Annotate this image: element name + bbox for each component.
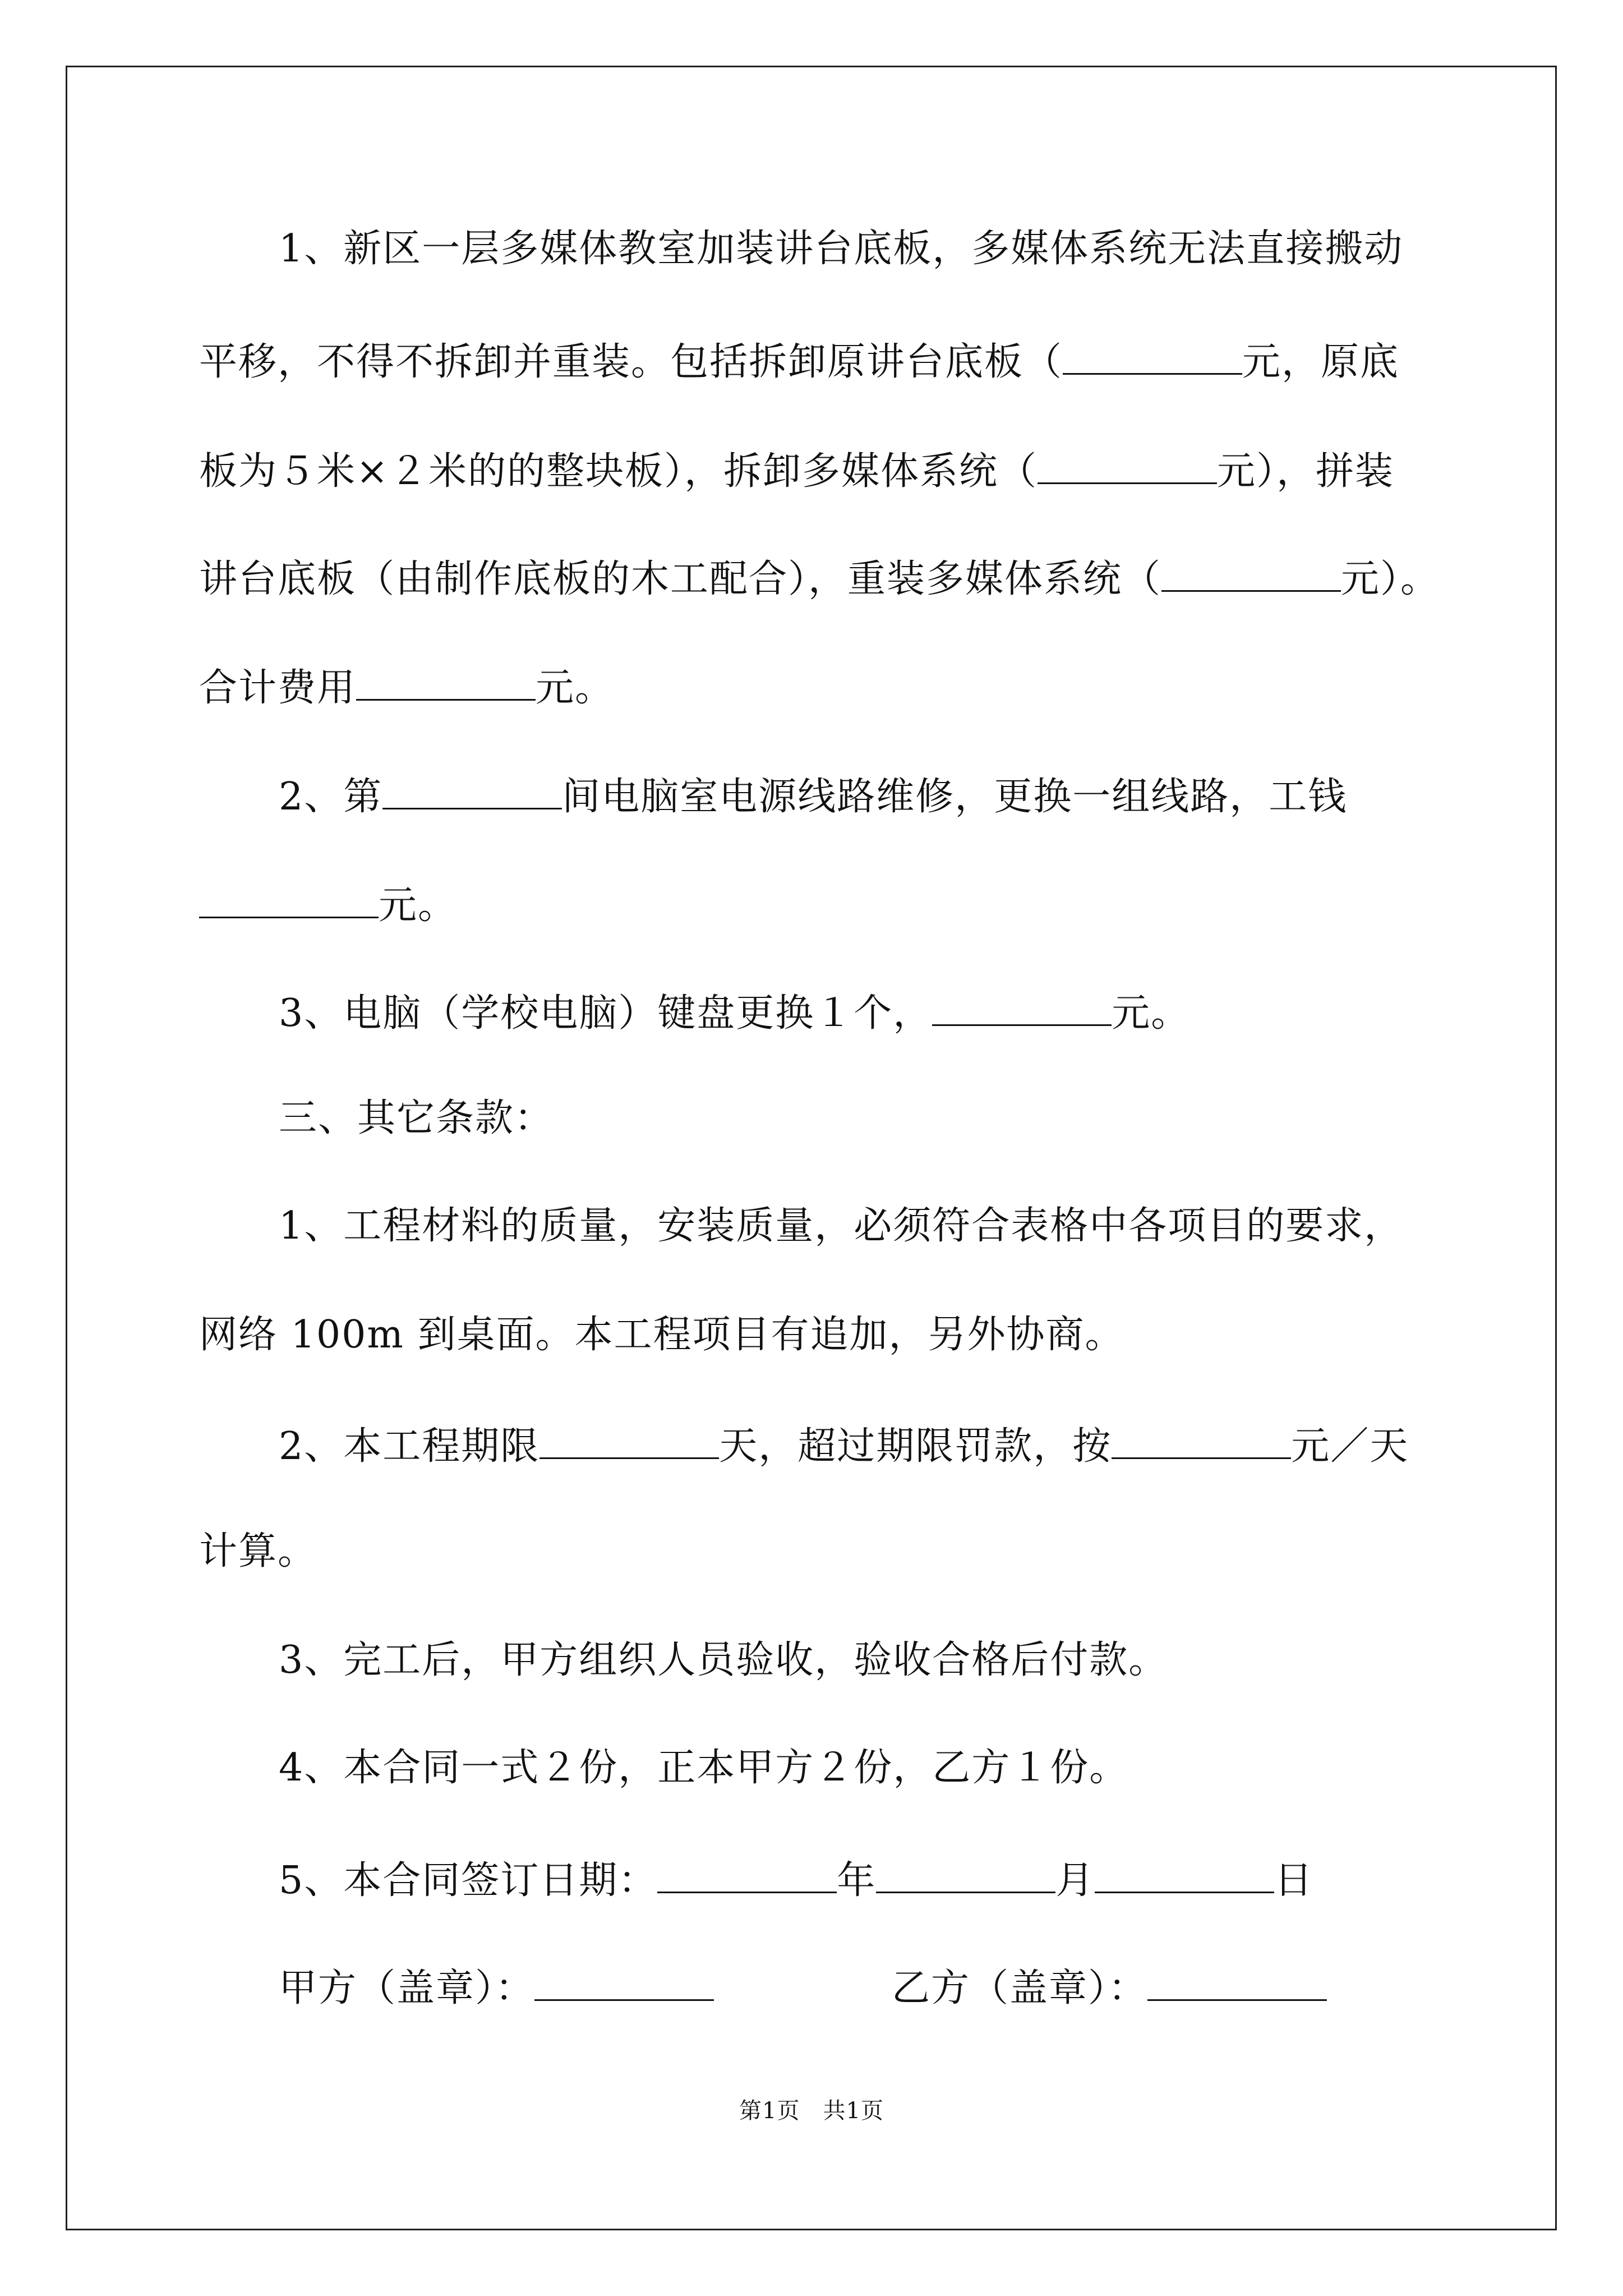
- term-2-line-2: 计算。: [199, 1529, 317, 1573]
- party-a-signature-field[interactable]: [534, 1966, 714, 2001]
- term-1-line-2: 网络 100m 到桌面。本工程项目有追加，另外协商。: [199, 1313, 1124, 1357]
- blank-field[interactable]: [199, 883, 379, 918]
- clause-1-line-3: 板为５米×２米的的整块板），拆卸多媒体系统（ 元），拼装: [199, 449, 1394, 494]
- term-4: 4、本合同一式２份，正本甲方２份，乙方１份。: [279, 1746, 1129, 1790]
- clause-3: 3、电脑（学校电脑）键盘更换１个， 元。: [279, 991, 1191, 1036]
- party-b-signature-field[interactable]: [1147, 1966, 1327, 2001]
- blank-field[interactable]: [657, 1858, 837, 1893]
- term-2-line-1: 2、本工程期限 天，超过期限罚款，按 元／天: [279, 1424, 1409, 1469]
- blank-field[interactable]: [382, 774, 562, 809]
- blank-field[interactable]: [1038, 449, 1217, 484]
- clause-1-total: 合计费用 元。: [199, 666, 615, 710]
- blank-field[interactable]: [1112, 1424, 1291, 1459]
- blank-field[interactable]: [932, 991, 1112, 1026]
- term-3: 3、完工后，甲方组织人员验收，验收合格后付款。: [279, 1638, 1168, 1682]
- clause-1-line-1: 1、新区一层多媒体教室加装讲台底板，多媒体系统无法直接搬动: [279, 227, 1404, 271]
- blank-field[interactable]: [1161, 556, 1341, 592]
- clause-1-line-2: 平移，不得不拆卸并重装。包括拆卸原讲台底板（ 元，原底: [199, 340, 1400, 384]
- page-footer: 第1页 共1页: [739, 2098, 884, 2124]
- blank-field[interactable]: [876, 1858, 1055, 1893]
- blank-field[interactable]: [1095, 1858, 1274, 1893]
- party-a-signature: 甲方（盖章）：: [279, 1966, 714, 2008]
- term-5-sign-date: 5、本合同签订日期： 年 月 日: [279, 1858, 1314, 1903]
- page-border: [66, 66, 1557, 2230]
- blank-field[interactable]: [540, 1424, 719, 1459]
- blank-field[interactable]: [356, 665, 536, 701]
- section-other-terms-heading: 三、其它条款：: [279, 1096, 554, 1140]
- party-b-signature: 乙方（盖章）：: [892, 1966, 1327, 2008]
- clause-1-line-4: 讲台底板（由制作底板的木工配合），重装多媒体系统（ 元）。: [199, 557, 1440, 601]
- clause-2-line-2: 元。: [199, 883, 457, 925]
- term-1-line-1: 1、工程材料的质量，安装质量，必须符合表格中各项目的要求，: [279, 1204, 1404, 1248]
- clause-2-line-1: 2、第 间电脑室电源线路维修，更换一组线路，工钱: [279, 775, 1348, 819]
- blank-field[interactable]: [1063, 339, 1242, 375]
